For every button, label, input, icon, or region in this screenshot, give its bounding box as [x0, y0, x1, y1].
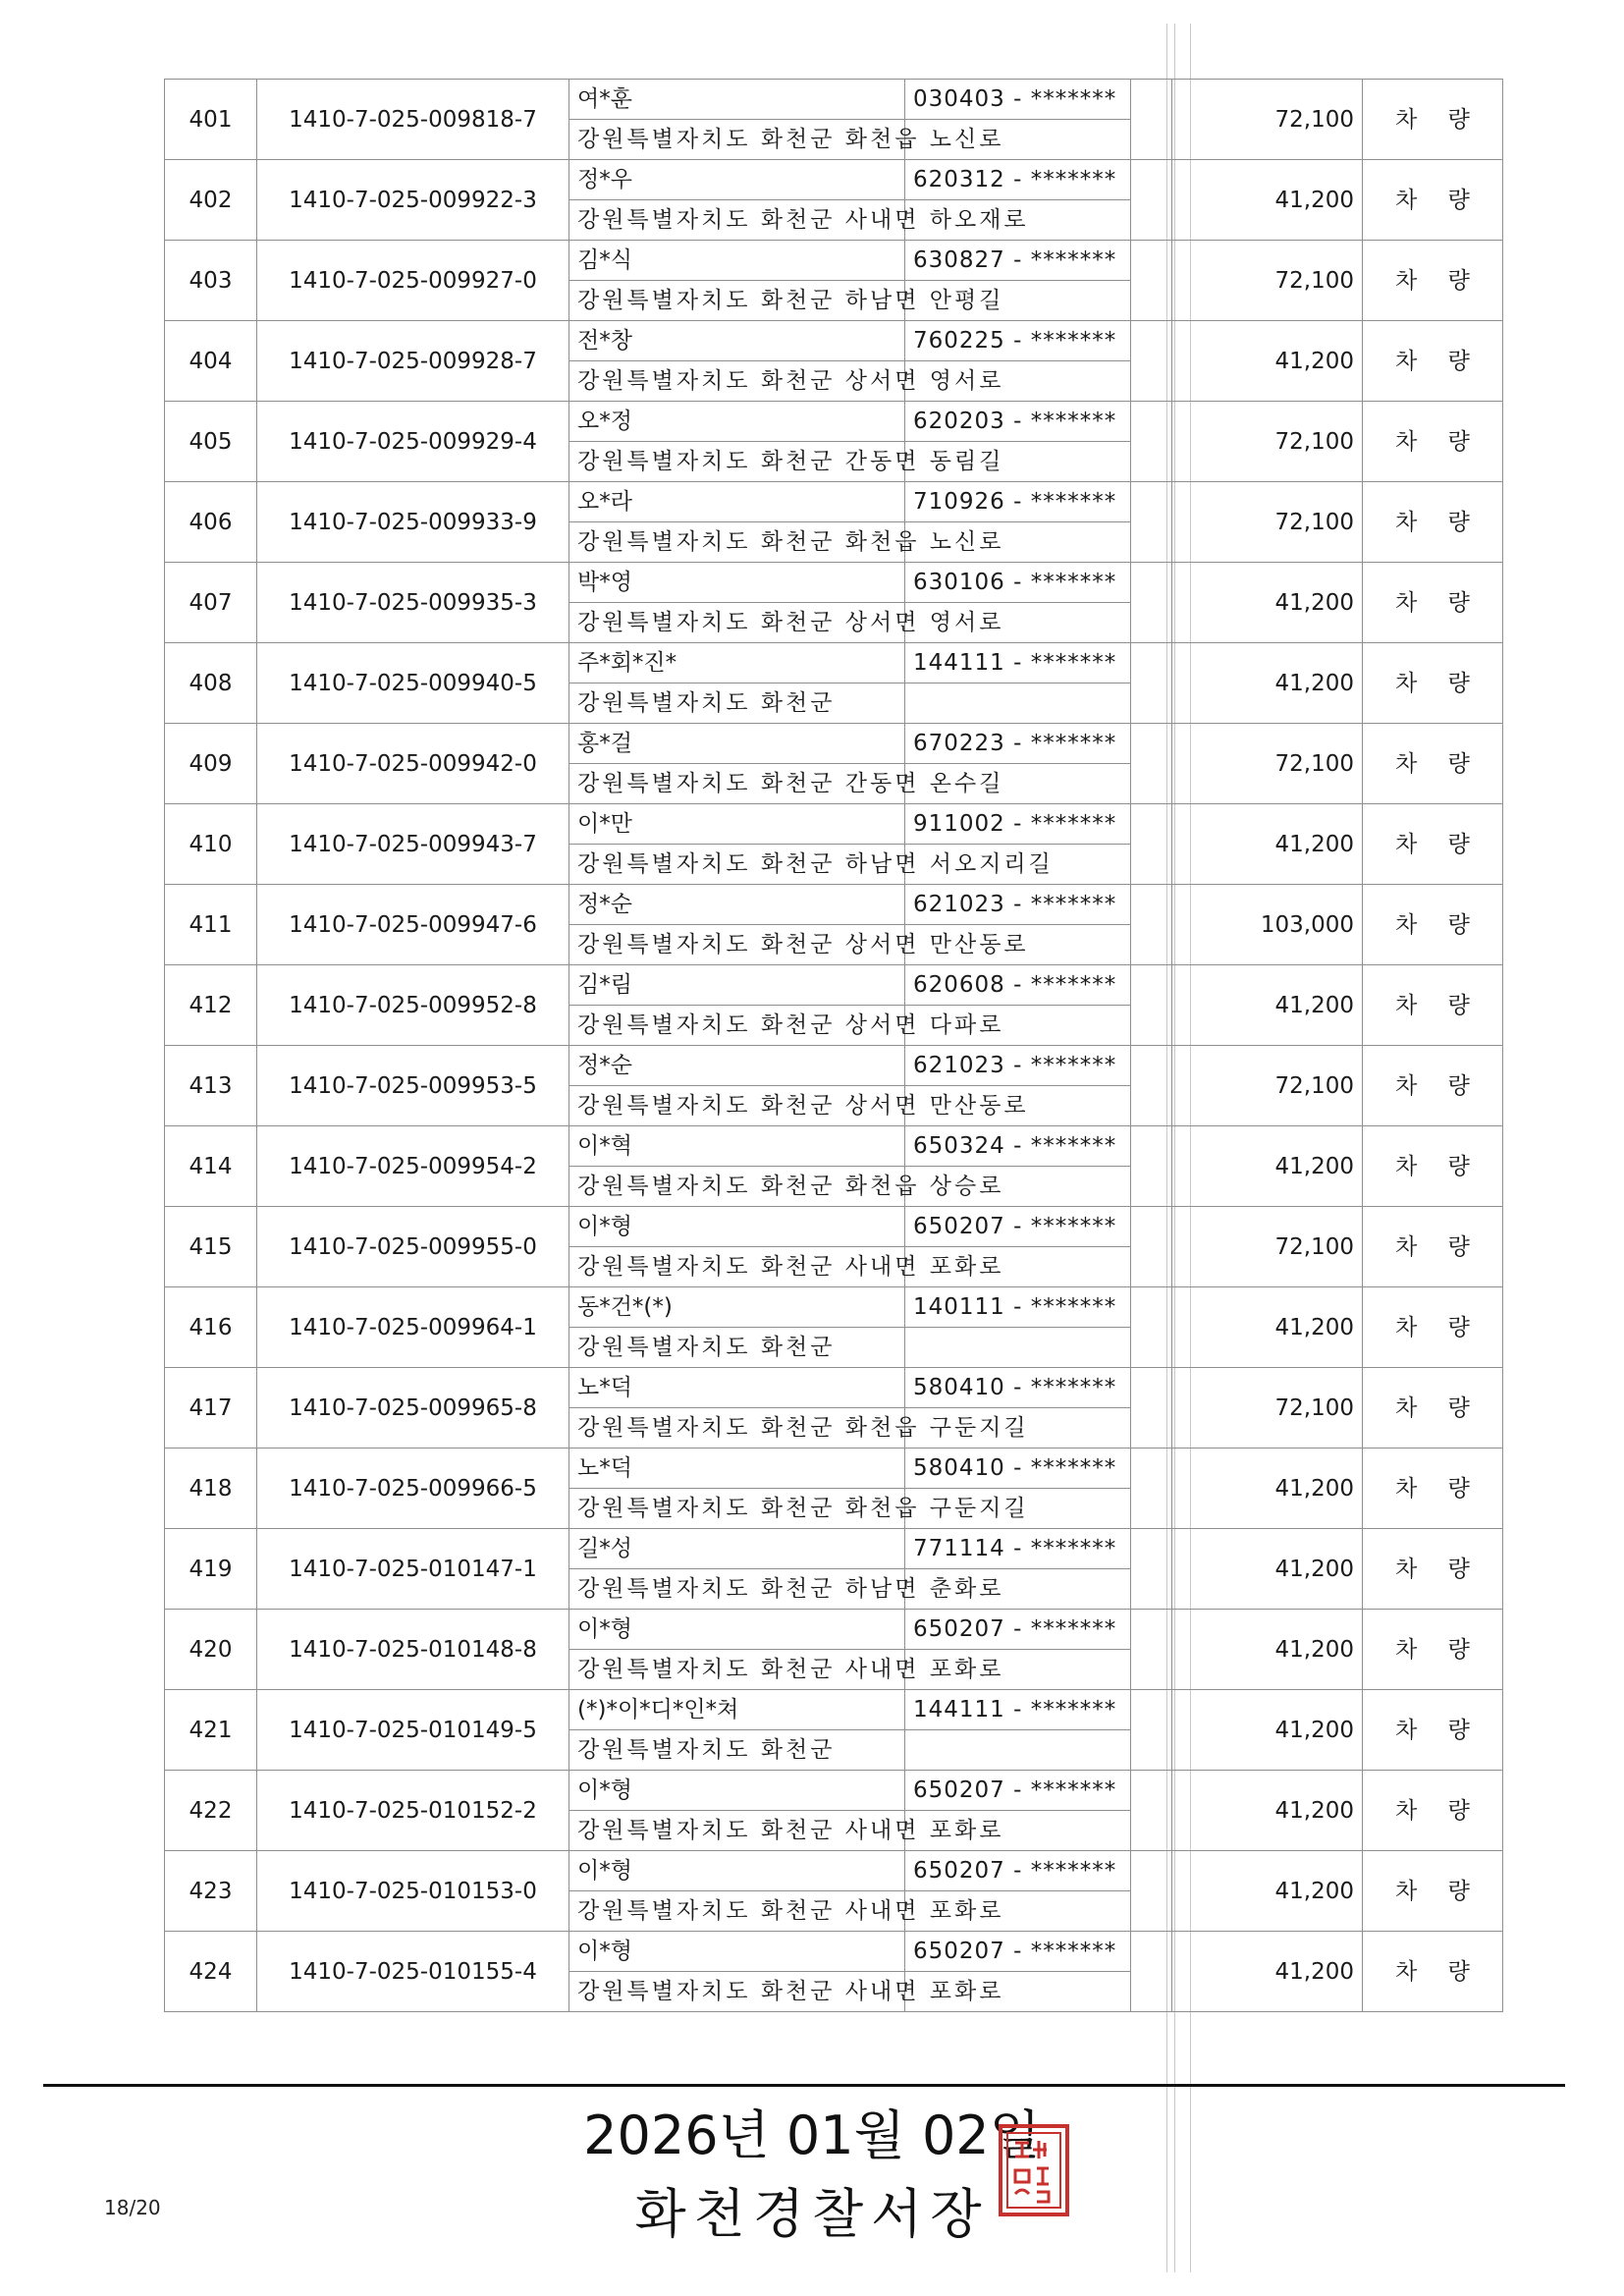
owner-name: 노*덕	[569, 1368, 905, 1408]
account-number: 1410-7-025-009922-3	[257, 160, 569, 241]
table-row	[165, 1287, 1503, 1328]
owner-address: 강원특별자치도 화천군 상서면 영서로	[569, 361, 905, 402]
table-row	[165, 1690, 1503, 1730]
registration-number: 911002 - *******	[905, 804, 1131, 845]
table-row	[165, 1046, 1503, 1086]
owner-name: 전*창	[569, 321, 905, 361]
registration-number: 580410 - *******	[905, 1368, 1131, 1408]
account-number: 1410-7-025-009943-7	[257, 804, 569, 885]
owner-address: 강원특별자치도 화천군 상서면 만산동로	[569, 925, 905, 965]
owner-address: 강원특별자치도 화천군 하남면 안평길	[569, 281, 905, 321]
amount: 41,200	[1172, 1529, 1363, 1610]
table-row	[165, 724, 1503, 764]
row-number: 416	[165, 1287, 257, 1368]
account-number: 1410-7-025-009955-0	[257, 1207, 569, 1287]
owner-name: 동*건*(*)	[569, 1287, 905, 1328]
owner-address: 강원특별자치도 화천군 하남면 서오지리길	[569, 845, 905, 885]
table-row	[165, 1851, 1503, 1891]
column-gap	[1131, 1046, 1172, 1126]
table-row	[165, 1207, 1503, 1247]
registration-number: 650207 - *******	[905, 1851, 1131, 1891]
owner-name: 길*성	[569, 1529, 905, 1569]
item-type: 차 량	[1363, 804, 1503, 885]
account-number: 1410-7-025-010152-2	[257, 1771, 569, 1851]
column-gap	[1131, 1368, 1172, 1449]
item-type: 차 량	[1363, 724, 1503, 804]
owner-address: 강원특별자치도 화천군	[569, 1328, 905, 1368]
registration-number: 710926 - *******	[905, 482, 1131, 522]
amount: 41,200	[1172, 1126, 1363, 1207]
owner-name: 이*형	[569, 1932, 905, 1972]
row-number: 409	[165, 724, 257, 804]
row-number: 410	[165, 804, 257, 885]
item-type: 차 량	[1363, 1449, 1503, 1529]
issuer-name: 화천경찰서장	[634, 2183, 990, 2245]
owner-name: 이*형	[569, 1207, 905, 1247]
item-type: 차 량	[1363, 643, 1503, 724]
owner-name: 박*영	[569, 563, 905, 603]
roster-table	[164, 79, 1503, 2012]
amount: 72,100	[1172, 402, 1363, 482]
address-spacer	[905, 683, 1131, 724]
amount: 72,100	[1172, 1207, 1363, 1287]
account-number: 1410-7-025-010149-5	[257, 1690, 569, 1771]
account-number: 1410-7-025-009965-8	[257, 1368, 569, 1449]
owner-name: 이*형	[569, 1771, 905, 1811]
item-type: 차 량	[1363, 160, 1503, 241]
item-type: 차 량	[1363, 241, 1503, 321]
owner-address: 강원특별자치도 화천군	[569, 683, 905, 724]
registration-number: 760225 - *******	[905, 321, 1131, 361]
owner-name: 오*정	[569, 402, 905, 442]
amount: 41,200	[1172, 160, 1363, 241]
row-number: 418	[165, 1449, 257, 1529]
table-row	[165, 1771, 1503, 1811]
owner-address: 강원특별자치도 화천군	[569, 1730, 905, 1771]
table-row	[165, 1610, 1503, 1650]
row-number: 412	[165, 965, 257, 1046]
registration-number: 620608 - *******	[905, 965, 1131, 1006]
item-type: 차 량	[1363, 965, 1503, 1046]
owner-address: 강원특별자치도 화천군 상서면 다파로	[569, 1006, 905, 1046]
item-type: 차 량	[1363, 1207, 1503, 1287]
amount: 41,200	[1172, 1610, 1363, 1690]
row-number: 411	[165, 885, 257, 965]
registration-number: 620203 - *******	[905, 402, 1131, 442]
amount: 103,000	[1172, 885, 1363, 965]
table-row	[165, 241, 1503, 281]
owner-name: 김*식	[569, 241, 905, 281]
registration-number: 621023 - *******	[905, 885, 1131, 925]
column-gap	[1131, 804, 1172, 885]
account-number: 1410-7-025-009947-6	[257, 885, 569, 965]
row-number: 414	[165, 1126, 257, 1207]
column-gap	[1131, 482, 1172, 563]
owner-name: 홍*걸	[569, 724, 905, 764]
item-type: 차 량	[1363, 1126, 1503, 1207]
issue-date: 2026년 01월 02일	[583, 2105, 1041, 2166]
column-gap	[1131, 1851, 1172, 1932]
row-number: 415	[165, 1207, 257, 1287]
amount: 41,200	[1172, 965, 1363, 1046]
amount: 41,200	[1172, 804, 1363, 885]
owner-address: 강원특별자치도 화천군 사내면 하오재로	[569, 200, 905, 241]
item-type: 차 량	[1363, 1771, 1503, 1851]
account-number: 1410-7-025-009953-5	[257, 1046, 569, 1126]
column-gap	[1131, 563, 1172, 643]
row-number: 408	[165, 643, 257, 724]
amount: 72,100	[1172, 1046, 1363, 1126]
item-type: 차 량	[1363, 885, 1503, 965]
row-number: 424	[165, 1932, 257, 2012]
row-number: 403	[165, 241, 257, 321]
amount: 41,200	[1172, 1851, 1363, 1932]
amount: 72,100	[1172, 724, 1363, 804]
registration-number: 650207 - *******	[905, 1610, 1131, 1650]
table-row	[165, 563, 1503, 603]
owner-name: 이*형	[569, 1851, 905, 1891]
owner-address: 강원특별자치도 화천군 하남면 춘화로	[569, 1569, 905, 1610]
table-row	[165, 321, 1503, 361]
registration-number: 630827 - *******	[905, 241, 1131, 281]
item-type: 차 량	[1363, 1368, 1503, 1449]
table-row	[165, 885, 1503, 925]
registration-number: 621023 - *******	[905, 1046, 1131, 1086]
official-seal-icon	[998, 2123, 1070, 2217]
account-number: 1410-7-025-009940-5	[257, 643, 569, 724]
owner-name: 정*우	[569, 160, 905, 200]
column-gap	[1131, 241, 1172, 321]
owner-name: 이*혁	[569, 1126, 905, 1167]
owner-name: 주*회*진*	[569, 643, 905, 683]
account-number: 1410-7-025-009952-8	[257, 965, 569, 1046]
owner-address: 강원특별자치도 화천군 상서면 만산동로	[569, 1086, 905, 1126]
registration-number: 144111 - *******	[905, 643, 1131, 683]
amount: 72,100	[1172, 80, 1363, 160]
table-row	[165, 965, 1503, 1006]
item-type: 차 량	[1363, 1046, 1503, 1126]
table-row	[165, 643, 1503, 683]
column-gap	[1131, 1287, 1172, 1368]
account-number: 1410-7-025-010153-0	[257, 1851, 569, 1932]
registration-number: 771114 - *******	[905, 1529, 1131, 1569]
account-number: 1410-7-025-009928-7	[257, 321, 569, 402]
owner-name: 김*림	[569, 965, 905, 1006]
registration-number: 144111 - *******	[905, 1690, 1131, 1730]
item-type: 차 량	[1363, 80, 1503, 160]
owner-address: 강원특별자치도 화천군 사내면 포화로	[569, 1650, 905, 1690]
page-number: 18/20	[104, 2196, 161, 2219]
footer-rule	[43, 2084, 1565, 2087]
column-gap	[1131, 1529, 1172, 1610]
address-spacer	[905, 1328, 1131, 1368]
column-gap	[1131, 80, 1172, 160]
row-number: 413	[165, 1046, 257, 1126]
row-number: 404	[165, 321, 257, 402]
row-number: 420	[165, 1610, 257, 1690]
table-row	[165, 402, 1503, 442]
owner-address: 강원특별자치도 화천군 상서면 영서로	[569, 603, 905, 643]
amount: 41,200	[1172, 1287, 1363, 1368]
table-row	[165, 1449, 1503, 1489]
account-number: 1410-7-025-010155-4	[257, 1932, 569, 2012]
item-type: 차 량	[1363, 563, 1503, 643]
column-gap	[1131, 1126, 1172, 1207]
column-gap	[1131, 885, 1172, 965]
item-type: 차 량	[1363, 1529, 1503, 1610]
column-gap	[1131, 160, 1172, 241]
account-number: 1410-7-025-009942-0	[257, 724, 569, 804]
item-type: 차 량	[1363, 482, 1503, 563]
account-number: 1410-7-025-009927-0	[257, 241, 569, 321]
table-row	[165, 482, 1503, 522]
owner-address: 강원특별자치도 화천군 화천읍 노신로	[569, 120, 905, 160]
row-number: 423	[165, 1851, 257, 1932]
registration-number: 620312 - *******	[905, 160, 1131, 200]
column-gap	[1131, 402, 1172, 482]
table-row	[165, 80, 1503, 120]
row-number: 401	[165, 80, 257, 160]
owner-address: 강원특별자치도 화천군 간동면 온수길	[569, 764, 905, 804]
account-number: 1410-7-025-010147-1	[257, 1529, 569, 1610]
item-type: 차 량	[1363, 321, 1503, 402]
account-number: 1410-7-025-009818-7	[257, 80, 569, 160]
owner-name: 이*형	[569, 1610, 905, 1650]
column-gap	[1131, 1690, 1172, 1771]
owner-address: 강원특별자치도 화천군 간동면 동림길	[569, 442, 905, 482]
owner-name: 노*덕	[569, 1449, 905, 1489]
amount: 72,100	[1172, 1368, 1363, 1449]
item-type: 차 량	[1363, 402, 1503, 482]
column-gap	[1131, 965, 1172, 1046]
column-gap	[1131, 1771, 1172, 1851]
registration-number: 650207 - *******	[905, 1932, 1131, 1972]
amount: 72,100	[1172, 241, 1363, 321]
owner-address: 강원특별자치도 화천군 화천읍 상승로	[569, 1167, 905, 1207]
table-row	[165, 1529, 1503, 1569]
registration-number: 030403 - *******	[905, 80, 1131, 120]
item-type: 차 량	[1363, 1932, 1503, 2012]
registration-number: 650207 - *******	[905, 1771, 1131, 1811]
owner-name: 정*순	[569, 885, 905, 925]
owner-address: 강원특별자치도 화천군 사내면 포화로	[569, 1891, 905, 1932]
row-number: 422	[165, 1771, 257, 1851]
account-number: 1410-7-025-009964-1	[257, 1287, 569, 1368]
account-number: 1410-7-025-009954-2	[257, 1126, 569, 1207]
amount: 41,200	[1172, 321, 1363, 402]
owner-address: 강원특별자치도 화천군 사내면 포화로	[569, 1811, 905, 1851]
amount: 41,200	[1172, 1449, 1363, 1529]
account-number: 1410-7-025-009929-4	[257, 402, 569, 482]
owner-name: 정*순	[569, 1046, 905, 1086]
account-number: 1410-7-025-009935-3	[257, 563, 569, 643]
registration-number: 650324 - *******	[905, 1126, 1131, 1167]
row-number: 421	[165, 1690, 257, 1771]
registration-number: 670223 - *******	[905, 724, 1131, 764]
registration-number: 650207 - *******	[905, 1207, 1131, 1247]
address-spacer	[905, 1730, 1131, 1771]
amount: 41,200	[1172, 563, 1363, 643]
owner-name: 여*훈	[569, 80, 905, 120]
row-number: 407	[165, 563, 257, 643]
column-gap	[1131, 1207, 1172, 1287]
row-number: 417	[165, 1368, 257, 1449]
row-number: 419	[165, 1529, 257, 1610]
table-row	[165, 160, 1503, 200]
column-gap	[1131, 321, 1172, 402]
row-number: 406	[165, 482, 257, 563]
amount: 41,200	[1172, 643, 1363, 724]
column-gap	[1131, 1449, 1172, 1529]
owner-address: 강원특별자치도 화천군 사내면 포화로	[569, 1247, 905, 1287]
owner-address: 강원특별자치도 화천군 사내면 포화로	[569, 1972, 905, 2012]
amount: 41,200	[1172, 1771, 1363, 1851]
account-number: 1410-7-025-009933-9	[257, 482, 569, 563]
account-number: 1410-7-025-010148-8	[257, 1610, 569, 1690]
owner-name: 이*만	[569, 804, 905, 845]
account-number: 1410-7-025-009966-5	[257, 1449, 569, 1529]
column-gap	[1131, 1932, 1172, 2012]
amount: 72,100	[1172, 482, 1363, 563]
amount: 41,200	[1172, 1932, 1363, 2012]
owner-address: 강원특별자치도 화천군 화천읍 구둔지길	[569, 1408, 905, 1449]
owner-name: 오*라	[569, 482, 905, 522]
column-gap	[1131, 724, 1172, 804]
row-number: 405	[165, 402, 257, 482]
table-row	[165, 1932, 1503, 1972]
item-type: 차 량	[1363, 1851, 1503, 1932]
item-type: 차 량	[1363, 1287, 1503, 1368]
row-number: 402	[165, 160, 257, 241]
item-type: 차 량	[1363, 1690, 1503, 1771]
owner-name: (*)*이*디*인*쳐	[569, 1690, 905, 1730]
table-row	[165, 1126, 1503, 1167]
registration-number: 630106 - *******	[905, 563, 1131, 603]
table-row	[165, 1368, 1503, 1408]
owner-address: 강원특별자치도 화천군 화천읍 구둔지길	[569, 1489, 905, 1529]
column-gap	[1131, 1610, 1172, 1690]
table-row	[165, 804, 1503, 845]
item-type: 차 량	[1363, 1610, 1503, 1690]
amount: 41,200	[1172, 1690, 1363, 1771]
registration-number: 580410 - *******	[905, 1449, 1131, 1489]
owner-address: 강원특별자치도 화천군 화천읍 노신로	[569, 522, 905, 563]
column-gap	[1131, 643, 1172, 724]
registration-number: 140111 - *******	[905, 1287, 1131, 1328]
